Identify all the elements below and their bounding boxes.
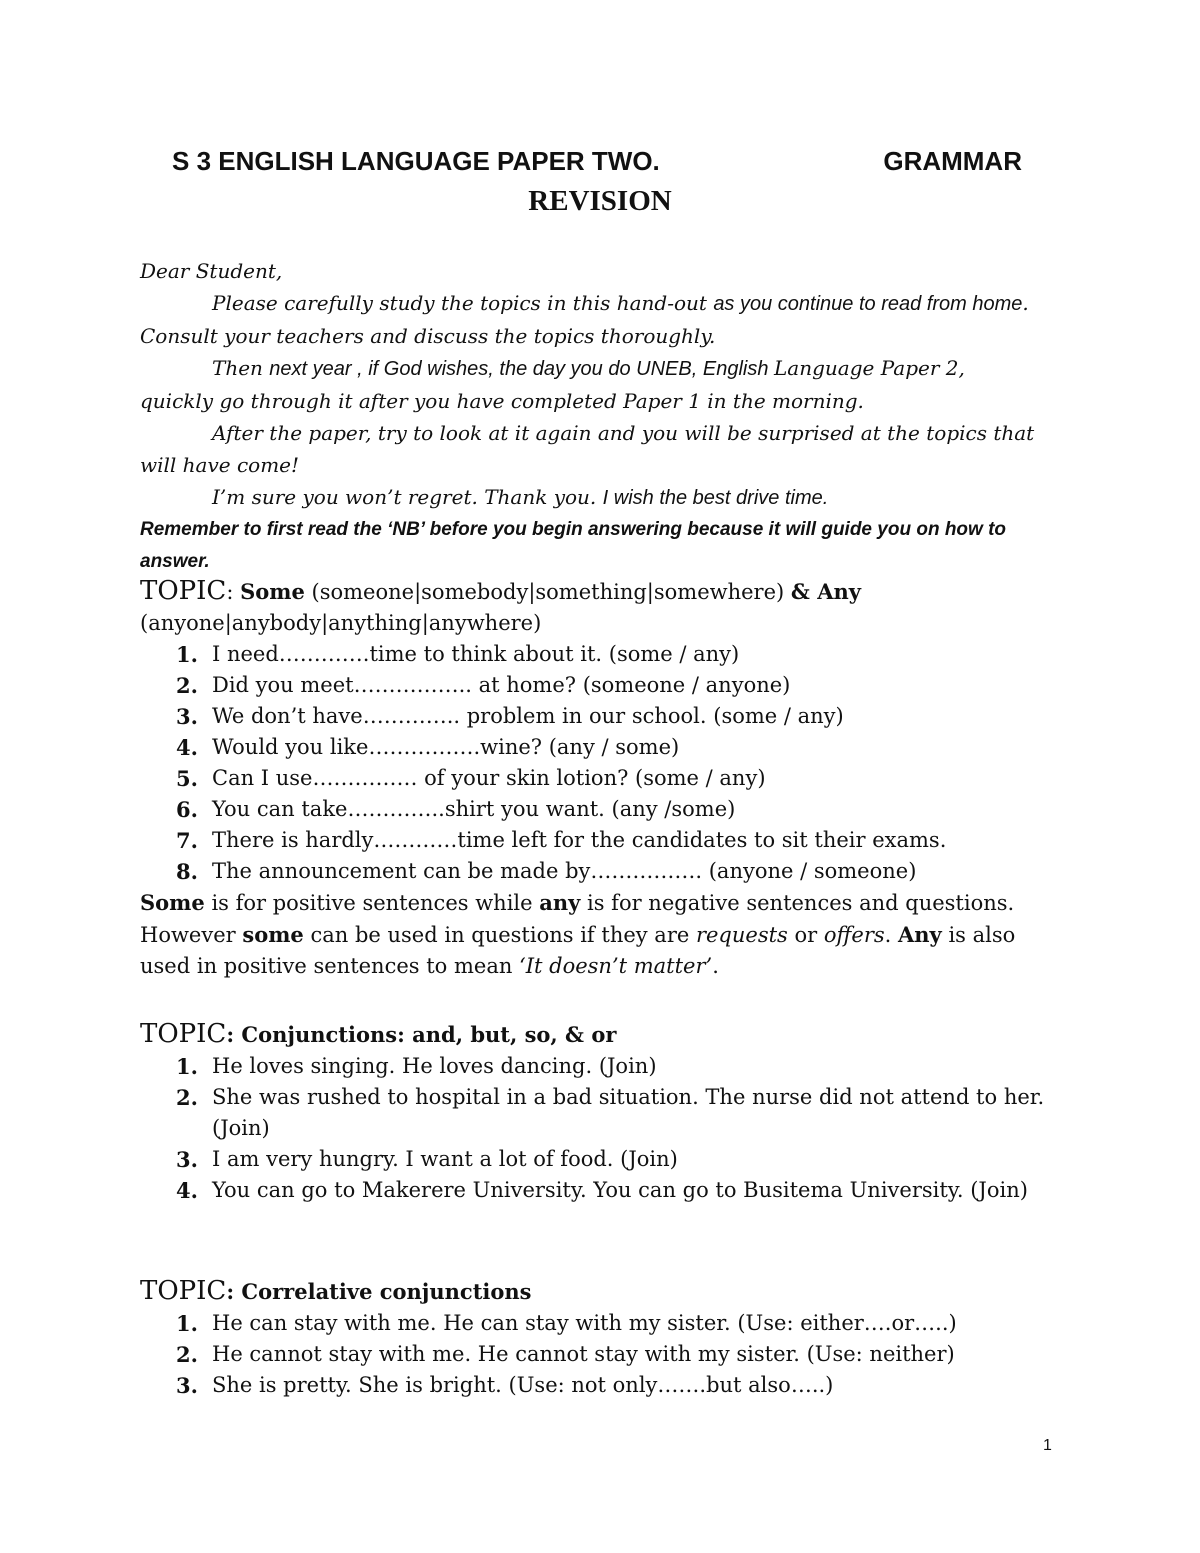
list-item — [140, 856, 1060, 887]
note-emphasis: offers — [823, 923, 885, 947]
note-text: is for positive sentences while — [204, 891, 540, 915]
item-text: We don’t have………….. problem in our school. (some / any) — [212, 704, 844, 728]
item-text: Can I use…………… of your skin lotion? (some / any) — [212, 766, 766, 790]
note-keyword: Some — [140, 890, 205, 915]
item-text: He loves singing. He loves dancing. (Join) — [212, 1054, 657, 1078]
list-item — [140, 1308, 1060, 1339]
note-emphasis: ‘It doesn’t matter’ — [519, 954, 713, 978]
item-number: 1. — [176, 1311, 198, 1336]
item-number: 1. — [176, 1054, 198, 1079]
topic-label: TOPIC — [140, 576, 227, 606]
letter-text: I’m sure you won’t regret. Thank you. — [212, 485, 603, 509]
topic-keyword: Some — [240, 579, 305, 604]
topic-colon: : — [226, 580, 241, 604]
title-right: GRAMMAR — [883, 146, 1022, 176]
page-number: 1 — [1043, 1437, 1052, 1454]
list-item — [140, 1175, 1060, 1206]
letter-text: . Consult your teachers and discuss the topics thoroughly. — [140, 291, 1029, 348]
item-text: Would you like…………….wine? (any / some) — [212, 735, 680, 759]
letter-paragraph-2 — [140, 352, 1040, 417]
item-text: You can go to Makerere University. You can go to Busitema University. (Join) — [212, 1178, 1028, 1202]
topic-heading — [140, 1019, 1060, 1051]
item-text: The announcement can be made by……………. (anyone / someone) — [212, 859, 917, 883]
list-item — [140, 1339, 1060, 1370]
item-text: Did you meet…………….. at home? (someone / anyone) — [212, 673, 791, 697]
list-item — [140, 639, 1060, 670]
letter-text: as you continue to read from home — [713, 293, 1023, 315]
item-text: I need………….time to think about it. (some / any) — [212, 642, 740, 666]
list-item — [140, 732, 1060, 763]
letter-paragraph-3: After the paper, try to look at it again and you will be surprised at the topics that will have come! — [140, 421, 1035, 477]
topic-conjunctions — [140, 1019, 1060, 1206]
note-text: . — [884, 923, 898, 947]
item-number: 2. — [176, 1342, 198, 1367]
item-text: You can take…………..shirt you want. (any /some) — [212, 797, 736, 821]
document-subtitle: REVISION — [528, 185, 672, 217]
topic-heading — [140, 576, 1060, 639]
item-text: She is pretty. She is bright. (Use: not only…….but also…..) — [212, 1373, 834, 1397]
item-number: 4. — [176, 1178, 198, 1203]
exercise-list — [140, 1051, 1060, 1206]
intro-letter — [140, 255, 1040, 578]
letter-reminder: Remember to first read the ‘NB’ before you begin answering because it will guide you on how to answer. — [140, 519, 1007, 572]
item-number: 6. — [176, 797, 198, 822]
item-number: 7. — [176, 828, 198, 853]
item-number: 4. — [176, 735, 198, 760]
list-item — [140, 763, 1060, 794]
exercise-list — [140, 1308, 1060, 1401]
topic-label: TOPIC — [140, 1019, 227, 1049]
note-keyword: any — [539, 890, 581, 915]
list-item — [140, 1051, 1060, 1082]
topic-list: (anyone|anybody|anything|anywhere) — [140, 611, 542, 635]
list-item — [140, 1370, 1060, 1401]
item-number: 3. — [176, 1373, 198, 1398]
list-item — [140, 825, 1060, 856]
topic-title: : Correlative conjunctions — [226, 1279, 532, 1304]
letter-text: English — [697, 358, 775, 380]
note-text: or — [787, 923, 824, 947]
list-item — [140, 1082, 1060, 1144]
list-item — [140, 701, 1060, 732]
letter-text: Language Paper 2, quickly go through it after you have completed Paper 1 in the morning. — [140, 356, 965, 413]
topic-correlative-conjunctions — [140, 1276, 1060, 1401]
item-number: 3. — [176, 1147, 198, 1172]
note-text: is for negative sentences and questions. However — [140, 891, 1015, 947]
letter-paragraph-4 — [140, 481, 1040, 514]
item-text: He can stay with me. He can stay with my sister. (Use: either….or…..) — [212, 1311, 957, 1335]
note-text: is also used in positive sentences to mean — [140, 923, 1016, 978]
topic-list: (someone|somebody|something|somewhere) — [304, 580, 791, 604]
document-title — [172, 146, 1022, 180]
note-keyword: some — [242, 922, 304, 947]
topic-some-any — [140, 576, 1060, 982]
note-emphasis: requests — [695, 923, 788, 947]
letter-text: Then — [212, 356, 270, 380]
exercise-list — [140, 639, 1060, 887]
item-text: I am very hungry. I want a lot of food. (Join) — [212, 1147, 678, 1171]
topic-amp: & — [790, 579, 818, 604]
list-item — [140, 794, 1060, 825]
item-number: 1. — [176, 642, 198, 667]
topic-keyword: Any — [817, 579, 861, 604]
topic-title: : Conjunctions: and, but, so, & or — [226, 1022, 617, 1047]
salutation: Dear Student, — [140, 259, 283, 283]
letter-text: Please carefully study the topics in this hand-out — [212, 291, 714, 315]
item-text: He cannot stay with me. He cannot stay with my sister. (Use: neither) — [212, 1342, 955, 1366]
note-text: . — [712, 954, 719, 978]
letter-text: I wish the best drive time. — [602, 487, 829, 509]
item-number: 2. — [176, 673, 198, 698]
item-number: 8. — [176, 859, 198, 884]
topic-heading — [140, 1276, 1060, 1308]
item-number: 3. — [176, 704, 198, 729]
grammar-note — [140, 887, 1060, 982]
list-item — [140, 1144, 1060, 1175]
title-left: S 3 ENGLISH LANGUAGE PAPER TWO. — [172, 146, 660, 176]
letter-text: next year , if God wishes, the day you do UNEB, — [269, 358, 698, 380]
item-text: She was rushed to hospital in a bad situation. The nurse did not attend to her. (Join) — [212, 1085, 1045, 1140]
item-number: 2. — [176, 1085, 198, 1110]
item-number: 5. — [176, 766, 198, 791]
list-item — [140, 670, 1060, 701]
note-text: can be used in questions if they are — [303, 923, 696, 947]
item-text: There is hardly…………time left for the candidates to sit their exams. — [212, 828, 947, 852]
note-keyword: Any — [898, 922, 942, 947]
topic-label: TOPIC — [140, 1276, 227, 1306]
letter-paragraph-1 — [140, 287, 1040, 352]
